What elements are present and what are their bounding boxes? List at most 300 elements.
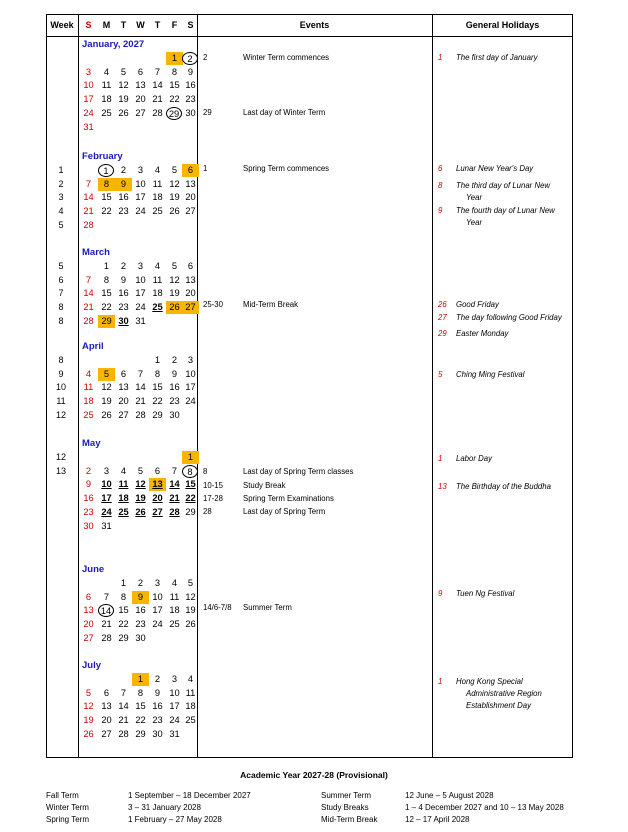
holiday-name: The fourth day of Lunar New xyxy=(456,206,555,215)
calendar-day: 24 xyxy=(135,302,146,313)
calendar-day: 11 xyxy=(83,382,94,393)
month-title: April xyxy=(82,341,104,352)
day-header-5: F xyxy=(171,20,178,30)
calendar-day: 31 xyxy=(135,315,146,326)
calendar-day: 2 xyxy=(120,261,127,271)
calendar-day: 24 xyxy=(152,619,163,630)
calendar-day: 8 xyxy=(98,178,115,191)
calendar-day: 15 xyxy=(101,288,112,299)
calendar-day: 29 xyxy=(166,107,182,120)
calendar-day: 4 xyxy=(103,66,110,77)
calendar-day: 20 xyxy=(118,396,129,407)
term-dates: 12 – 17 April 2028 xyxy=(405,815,470,824)
calendar-day: 21 xyxy=(135,396,146,407)
calendar-day: 6 xyxy=(85,591,92,602)
week-number: 13 xyxy=(55,465,66,476)
holiday-day: 8 xyxy=(438,181,443,190)
calendar-day: 25 xyxy=(101,107,112,118)
month-title: January, 2027 xyxy=(82,39,145,50)
week-number: 12 xyxy=(55,409,66,420)
calendar-day: 26 xyxy=(118,107,129,118)
events-header: Events xyxy=(299,20,330,30)
calendar-day: 22 xyxy=(101,302,112,313)
term-label: Mid-Term Break xyxy=(321,815,378,824)
holiday-name: Administrative Region xyxy=(466,689,542,698)
event-text: Mid-Term Break xyxy=(243,300,299,309)
term-label: Spring Term xyxy=(46,815,89,824)
calendar-day: 3 xyxy=(154,578,161,588)
calendar-day: 5 xyxy=(171,261,178,271)
calendar-day: 21 xyxy=(83,302,94,313)
calendar-day: 9 xyxy=(171,368,178,379)
holiday-name: The first day of January xyxy=(456,53,538,62)
calendar-day: 2 xyxy=(85,465,92,476)
calendar-day: 5 xyxy=(187,578,194,588)
calendar-day: 3 xyxy=(137,261,144,271)
week-number: 5 xyxy=(58,261,64,271)
calendar-day: 22 xyxy=(152,396,163,407)
calendar-day: 27 xyxy=(135,107,146,118)
holiday-day: 9 xyxy=(438,206,443,215)
calendar-day: 27 xyxy=(83,632,94,643)
holiday-name: Hong Kong Special xyxy=(456,677,523,686)
term-label: Winter Term xyxy=(46,803,89,812)
calendar-day: 14 xyxy=(118,701,129,712)
holiday-name: The third day of Lunar New xyxy=(456,181,551,190)
calendar-day: 12 xyxy=(185,591,196,602)
event-text: Last day of Winter Term xyxy=(243,108,326,117)
term-label: Summer Term xyxy=(321,791,372,800)
divider xyxy=(432,14,433,758)
week-number: 10 xyxy=(55,382,66,393)
calendar-day: 21 xyxy=(83,206,94,217)
calendar-day: 13 xyxy=(149,478,166,491)
calendar-day: 12 xyxy=(169,274,180,285)
event-date: 28 xyxy=(203,507,212,516)
calendar-day: 19 xyxy=(83,715,94,726)
calendar-day: 3 xyxy=(85,66,92,77)
calendar-day: 11 xyxy=(152,274,163,285)
week-number: 9 xyxy=(58,368,64,379)
calendar-day: 16 xyxy=(135,605,146,616)
calendar-day: 1 xyxy=(103,261,110,271)
week-number: 6 xyxy=(58,274,64,285)
term-label: Study Breaks xyxy=(321,803,369,812)
calendar-day: 13 xyxy=(118,382,129,393)
event-date: 17-28 xyxy=(203,494,223,503)
calendar-day: 28 xyxy=(169,506,180,517)
holiday-name: Establishment Day xyxy=(466,701,532,710)
calendar-day: 18 xyxy=(101,94,112,105)
calendar-day: 28 xyxy=(135,409,146,420)
week-number: 7 xyxy=(58,288,64,299)
term-dates: 12 June – 5 August 2028 xyxy=(405,791,494,800)
calendar-day: 16 xyxy=(83,493,94,504)
day-header-2: T xyxy=(120,20,127,30)
month-title: March xyxy=(82,247,110,258)
calendar-day: 9 xyxy=(85,479,92,490)
week-number: 12 xyxy=(55,452,66,462)
calendar-day: 24 xyxy=(101,506,112,517)
calendar-day: 19 xyxy=(118,94,129,105)
calendar-day: 14 xyxy=(98,604,114,617)
calendar-day: 28 xyxy=(83,219,94,230)
calendar-day: 31 xyxy=(169,728,180,739)
calendar-day: 18 xyxy=(152,288,163,299)
calendar-day: 10 xyxy=(185,368,196,379)
calendar-day: 7 xyxy=(171,465,178,476)
calendar-day: 30 xyxy=(185,107,196,118)
calendar-day: 20 xyxy=(101,715,112,726)
calendar-day: 11 xyxy=(185,687,196,698)
calendar-day: 15 xyxy=(152,382,163,393)
holiday-day: 26 xyxy=(438,300,447,309)
calendar-day: 2 xyxy=(171,355,178,365)
calendar-day: 1 xyxy=(166,52,183,65)
calendar-day: 6 xyxy=(137,66,144,77)
calendar-day: 26 xyxy=(83,728,94,739)
term-dates: 1 September – 18 December 2027 xyxy=(128,791,251,800)
calendar-day: 6 xyxy=(103,687,110,698)
holiday-name: Tuen Ng Festival xyxy=(456,589,515,598)
calendar-day: 30 xyxy=(118,315,129,326)
calendar-day: 10 xyxy=(101,479,112,490)
calendar-day: 25 xyxy=(169,619,180,630)
calendar-day: 22 xyxy=(185,493,196,504)
calendar-day: 13 xyxy=(135,80,146,91)
calendar-day: 31 xyxy=(101,520,112,531)
calendar-day: 27 xyxy=(182,301,199,314)
calendar-day: 14 xyxy=(83,288,94,299)
event-date: 29 xyxy=(203,108,212,117)
calendar-day: 24 xyxy=(135,206,146,217)
calendar-day: 20 xyxy=(152,493,163,504)
calendar-day: 28 xyxy=(152,107,163,118)
holiday-name: The Birthday of the Buddha xyxy=(456,482,551,491)
event-date: 25-30 xyxy=(203,300,223,309)
calendar-day: 25 xyxy=(185,715,196,726)
calendar-day: 25 xyxy=(83,409,94,420)
calendar-day: 7 xyxy=(85,274,92,285)
term-dates: 3 – 31 January 2028 xyxy=(128,803,201,812)
calendar-day: 22 xyxy=(169,94,180,105)
calendar-day: 28 xyxy=(101,632,112,643)
calendar-day: 19 xyxy=(169,288,180,299)
calendar-day: 5 xyxy=(98,368,115,381)
month-title: June xyxy=(82,564,105,575)
holiday-name: Labor Day xyxy=(456,454,492,463)
calendar-day: 26 xyxy=(169,206,180,217)
calendar-day: 23 xyxy=(135,619,146,630)
event-date: 2 xyxy=(203,53,208,62)
week-number: 2 xyxy=(58,178,64,189)
holiday-day: 27 xyxy=(438,313,447,322)
calendar-day: 4 xyxy=(187,674,194,684)
term-dates: 1 February – 27 May 2028 xyxy=(128,815,222,824)
calendar-day: 15 xyxy=(135,701,146,712)
term-dates: 1 – 4 December 2027 and 10 – 13 May 2028 xyxy=(405,803,564,812)
calendar-day: 17 xyxy=(152,605,163,616)
holiday-day: 1 xyxy=(438,53,443,62)
calendar-day: 3 xyxy=(137,165,144,175)
calendar-day: 8 xyxy=(137,687,144,698)
calendar-day: 18 xyxy=(83,396,94,407)
calendar-day: 1 xyxy=(182,451,199,464)
calendar-day: 16 xyxy=(152,701,163,712)
week-number: 4 xyxy=(58,206,64,217)
calendar-day: 23 xyxy=(118,302,129,313)
calendar-day: 21 xyxy=(101,619,112,630)
day-header-4: T xyxy=(154,20,161,30)
calendar-day: 30 xyxy=(152,728,163,739)
week-number: 1 xyxy=(58,165,64,175)
day-header-3: W xyxy=(136,20,145,30)
month-title: February xyxy=(82,151,123,162)
calendar-day: 4 xyxy=(85,368,92,379)
calendar-day: 8 xyxy=(171,66,178,77)
calendar-day: 15 xyxy=(118,605,129,616)
calendar-day: 29 xyxy=(98,315,115,328)
calendar-day: 8 xyxy=(103,274,110,285)
calendar-day: 5 xyxy=(171,165,178,175)
month-title: May xyxy=(82,438,101,449)
calendar-day: 13 xyxy=(101,701,112,712)
calendar-day: 30 xyxy=(135,632,146,643)
calendar-day: 13 xyxy=(185,178,196,189)
calendar-day: 30 xyxy=(83,520,94,531)
calendar-day: 29 xyxy=(185,506,196,517)
calendar-day: 1 xyxy=(132,673,149,686)
calendar-day: 17 xyxy=(135,288,146,299)
week-header: Week xyxy=(50,20,74,30)
calendar-day: 16 xyxy=(169,382,180,393)
month-title: July xyxy=(82,660,102,671)
calendar-day: 2 xyxy=(154,674,161,684)
calendar-day: 13 xyxy=(83,605,94,616)
calendar-day: 8 xyxy=(154,368,161,379)
holiday-name: The day following Good Friday xyxy=(456,313,562,322)
calendar-day: 5 xyxy=(137,465,144,476)
holiday-name: Year xyxy=(466,193,483,202)
holiday-name: Good Friday xyxy=(456,300,499,309)
calendar-day: 18 xyxy=(152,192,163,203)
calendar-day: 29 xyxy=(135,728,146,739)
week-number: 8 xyxy=(58,302,64,313)
holiday-day: 5 xyxy=(438,370,443,379)
holiday-name: Lunar New Year's Day xyxy=(456,164,534,173)
calendar-day: 6 xyxy=(120,368,127,379)
event-text: Last day of Spring Term xyxy=(243,507,326,516)
calendar-day: 17 xyxy=(135,192,146,203)
calendar-day: 4 xyxy=(171,578,178,588)
holiday-day: 1 xyxy=(438,454,443,463)
event-text: Last day of Spring Term classes xyxy=(243,467,354,476)
calendar-day: 15 xyxy=(185,479,196,490)
calendar-day: 20 xyxy=(185,288,196,299)
calendar-day: 9 xyxy=(115,178,132,191)
calendar-day: 23 xyxy=(169,396,180,407)
calendar-day: 19 xyxy=(169,192,180,203)
event-date: 10-15 xyxy=(203,481,223,490)
calendar-day: 22 xyxy=(101,206,112,217)
calendar-day: 6 xyxy=(187,261,194,271)
calendar-day: 21 xyxy=(152,94,163,105)
event-text: Spring Term commences xyxy=(243,164,330,173)
holiday-day: 29 xyxy=(438,329,447,338)
calendar-day: 30 xyxy=(169,409,180,420)
calendar-day: 1 xyxy=(120,578,127,588)
calendar-day: 21 xyxy=(169,493,180,504)
calendar-day: 16 xyxy=(118,192,129,203)
calendar-day: 12 xyxy=(118,80,129,91)
calendar-day: 19 xyxy=(101,396,112,407)
calendar-day: 3 xyxy=(103,465,110,476)
calendar-day: 25 xyxy=(118,506,129,517)
event-text: Spring Term Examinations xyxy=(243,494,334,503)
calendar-day: 8 xyxy=(120,591,127,602)
calendar-day: 23 xyxy=(185,94,196,105)
calendar-day: 9 xyxy=(120,274,127,285)
holiday-name: Ching Ming Festival xyxy=(456,370,525,379)
calendar-day: 18 xyxy=(169,605,180,616)
calendar-day: 20 xyxy=(83,619,94,630)
term-label: Fall Term xyxy=(46,791,79,800)
event-date: 1 xyxy=(203,164,208,173)
calendar-day: 21 xyxy=(118,715,129,726)
calendar-day: 1 xyxy=(154,355,161,365)
calendar-day: 24 xyxy=(169,715,180,726)
calendar-day: 6 xyxy=(182,164,199,177)
calendar-day: 22 xyxy=(118,619,129,630)
calendar-day: 6 xyxy=(154,465,161,476)
footer-title: Academic Year 2027-28 (Provisional) xyxy=(240,770,388,780)
calendar-day: 4 xyxy=(154,261,161,271)
calendar-day: 31 xyxy=(83,121,94,132)
calendar-day: 29 xyxy=(152,409,163,420)
calendar-day: 10 xyxy=(135,178,146,189)
calendar-day: 12 xyxy=(83,701,94,712)
event-date: 14/6-7/8 xyxy=(203,603,232,612)
calendar-day: 7 xyxy=(137,368,144,379)
calendar-day: 11 xyxy=(101,80,112,91)
holiday-day: 1 xyxy=(438,677,443,686)
calendar-day: 11 xyxy=(118,479,129,490)
calendar-day: 2 xyxy=(137,578,144,588)
calendar-day: 16 xyxy=(185,80,196,91)
calendar-day: 17 xyxy=(185,382,196,393)
calendar-day: 5 xyxy=(120,66,127,77)
calendar-day: 14 xyxy=(135,382,146,393)
calendar-day: 8 xyxy=(182,465,198,478)
calendar-day: 19 xyxy=(135,493,146,504)
calendar-day: 25 xyxy=(152,302,163,313)
calendar-day: 10 xyxy=(169,687,180,698)
event-text: Winter Term commences xyxy=(243,53,330,62)
calendar-day: 15 xyxy=(169,80,180,91)
event-text: Study Break xyxy=(243,481,286,490)
calendar-day: 2 xyxy=(182,52,198,65)
event-date: 8 xyxy=(203,467,208,476)
calendar-day: 12 xyxy=(135,479,146,490)
day-header-6: S xyxy=(187,20,194,30)
day-header-0: S xyxy=(85,20,92,30)
calendar-day: 11 xyxy=(152,178,163,189)
calendar-day: 9 xyxy=(187,66,194,77)
holiday-day: 6 xyxy=(438,164,443,173)
calendar-day: 10 xyxy=(152,591,163,602)
calendar-day: 9 xyxy=(154,687,161,698)
calendar-day: 26 xyxy=(185,619,196,630)
header-divider xyxy=(46,36,573,37)
calendar-day: 27 xyxy=(101,728,112,739)
calendar-day: 9 xyxy=(132,591,149,604)
calendar-day: 24 xyxy=(83,107,94,118)
calendar-day: 29 xyxy=(118,632,129,643)
calendar-day: 17 xyxy=(169,701,180,712)
week-number: 5 xyxy=(58,219,64,230)
calendar-day: 18 xyxy=(118,493,129,504)
holiday-name: Easter Monday xyxy=(456,329,509,338)
calendar-day: 7 xyxy=(103,591,110,602)
holiday-day: 9 xyxy=(438,589,443,598)
calendar-day: 11 xyxy=(169,591,180,602)
calendar-day: 23 xyxy=(118,206,129,217)
calendar-day: 26 xyxy=(166,301,183,314)
calendar-day: 14 xyxy=(169,479,180,490)
calendar-day: 7 xyxy=(120,687,127,698)
calendar-day: 16 xyxy=(118,288,129,299)
calendar-day: 10 xyxy=(83,80,94,91)
calendar-day: 7 xyxy=(154,66,161,77)
calendar-day: 3 xyxy=(171,674,178,684)
calendar-day: 28 xyxy=(83,315,94,326)
week-number: 3 xyxy=(58,192,64,203)
calendar-day: 23 xyxy=(152,715,163,726)
calendar-day: 12 xyxy=(101,382,112,393)
calendar-day: 22 xyxy=(135,715,146,726)
calendar-day: 19 xyxy=(185,605,196,616)
calendar-day: 27 xyxy=(118,409,129,420)
calendar-day: 17 xyxy=(83,94,94,105)
calendar-day: 24 xyxy=(185,396,196,407)
calendar-day: 27 xyxy=(152,506,163,517)
calendar-day: 5 xyxy=(85,687,92,698)
calendar-day: 17 xyxy=(101,493,112,504)
calendar-day: 7 xyxy=(85,178,92,189)
calendar-day: 4 xyxy=(120,465,127,476)
calendar-day: 4 xyxy=(154,165,161,175)
divider xyxy=(78,14,79,758)
holiday-day: 13 xyxy=(438,482,447,491)
calendar-day: 27 xyxy=(185,206,196,217)
week-number: 8 xyxy=(58,315,64,326)
week-number: 11 xyxy=(56,396,66,407)
calendar-day: 18 xyxy=(185,701,196,712)
calendar-day: 1 xyxy=(98,164,114,177)
day-header-1: M xyxy=(102,20,111,30)
holidays-header: General Holidays xyxy=(465,20,540,30)
calendar-day: 10 xyxy=(135,274,146,285)
event-text: Summer Term xyxy=(243,603,292,612)
calendar-day: 20 xyxy=(135,94,146,105)
calendar-day: 28 xyxy=(118,728,129,739)
calendar-day: 26 xyxy=(101,409,112,420)
calendar-day: 13 xyxy=(185,274,196,285)
calendar-day: 23 xyxy=(83,506,94,517)
calendar-day: 25 xyxy=(152,206,163,217)
calendar-day: 14 xyxy=(152,80,163,91)
calendar-day: 20 xyxy=(185,192,196,203)
